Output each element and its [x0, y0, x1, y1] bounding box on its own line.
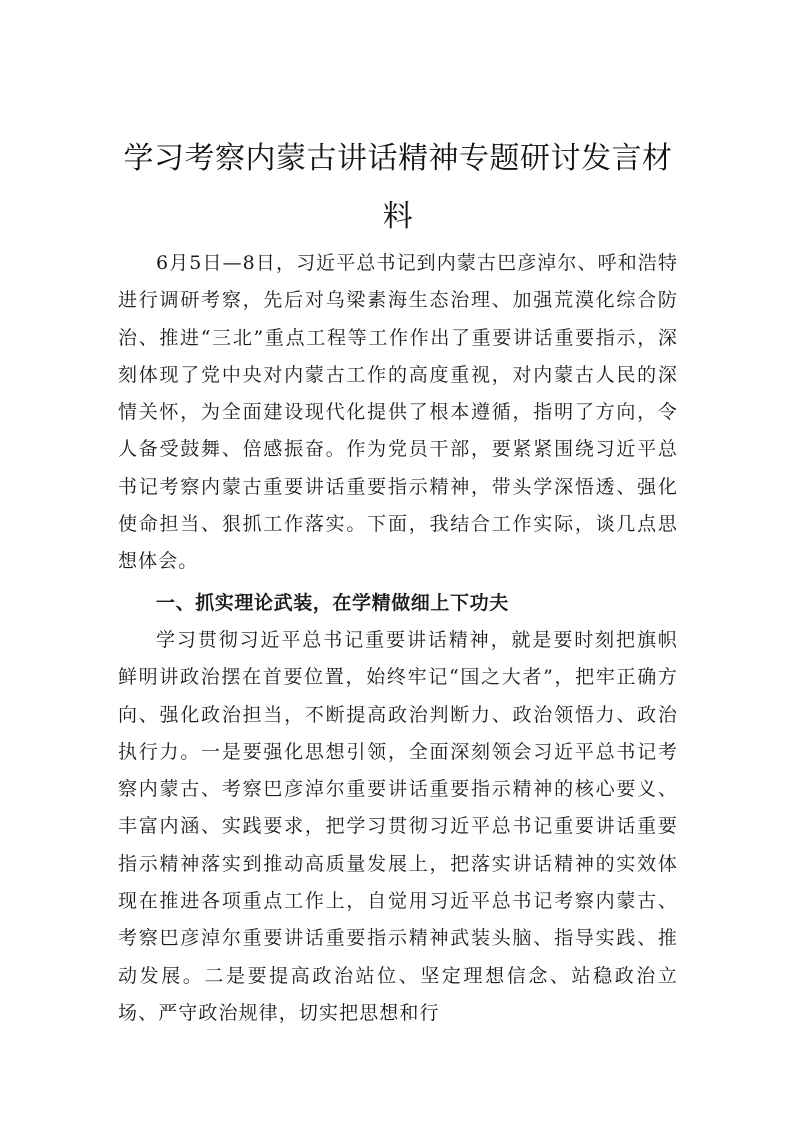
document-title: 学习考察内蒙古讲话精神专题研讨发言材料 — [123, 141, 673, 234]
intro-paragraph: 6月5日—8日，习近平总书记到内蒙古巴彦淖尔、呼和浩特进行调研考察，先后对乌梁素海生态治理、加强荒漠化综合防治、推进“三北”重点工程等工作作出了重要讲话重要指示，深刻体现了党中央对内蒙古工作的高度重视，对内蒙古人民的深情关怀，为全面建设现代化提供了根本遵循，指明了方向，令人备受鼓舞、倍感振奋。作为党员干部，要紧紧围绕习近平总书记考察内蒙古重要讲话重要指示精神，带头学深悟透、强化使命担当、狠抓工作落实。下面，我结合工作实际，谈几点思想体会。 — [118, 252, 678, 573]
section-heading: 一、抓实理论武装，在学精做细上下功夫 — [156, 592, 509, 614]
section-paragraph: 学习贯彻习近平总书记重要讲话精神，就是要时刻把旗帜鲜明讲政治摆在首要位置，始终牢记“国之大者”，把牢正确方向、强化政治担当，不断提高政治判断力、政治领悟力、政治执行力。一是要强化思想引领，全面深刻领会习近平总书记考察内蒙古、考察巴彦淖尔重要讲话重要指示精神的核心要义、丰富内涵、实践要求，把学习贯彻习近平总书记重要讲话重要指示精神落实到推动高质量发展上，把落实讲话精神的实效体现在推进各项重点工作上，自觉用习近平总书记考察内蒙古、考察巴彦淖尔重要讲话重要指示精神武装头脑、指导实践、推动发展。二是要提高政治站位、坚定理想信念、站稳政治立场、严守政治规律，切实把思想和行 — [118, 629, 678, 1024]
